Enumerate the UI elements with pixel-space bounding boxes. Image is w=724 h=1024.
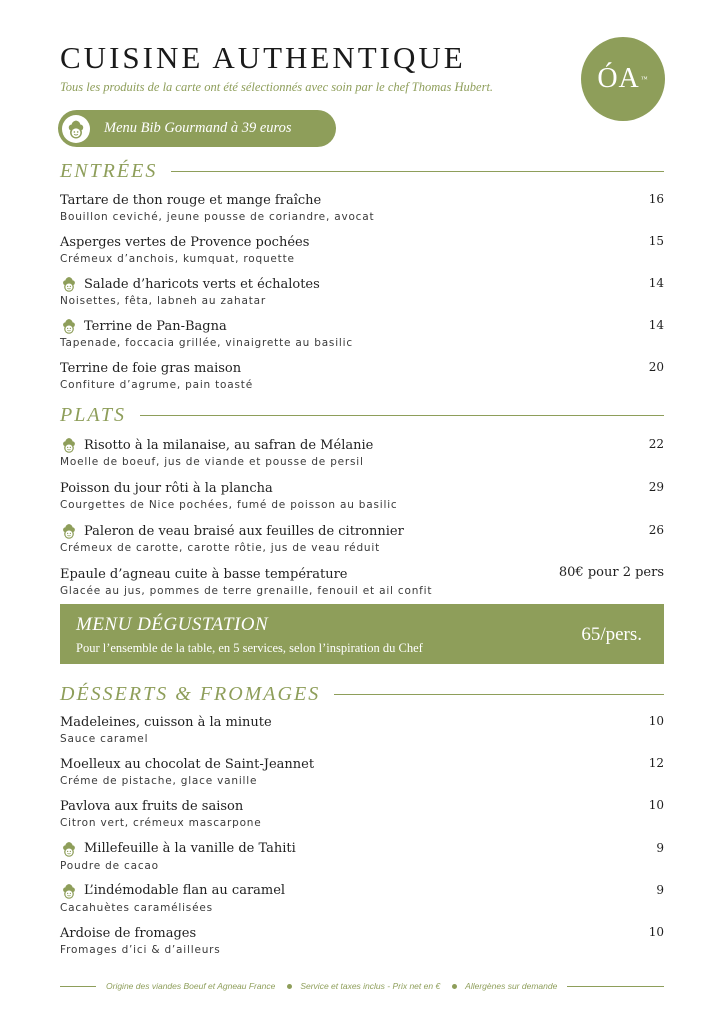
dish-description: Courgettes de Nice pochées, fumé de poisson au basilic bbox=[60, 499, 398, 511]
dish-name: Ardoise de fromages bbox=[60, 925, 197, 941]
divider bbox=[60, 986, 96, 987]
dish-description: Noisettes, fêta, labneh au zahatar bbox=[60, 295, 267, 307]
dish-name: L’indémodable flan au caramel bbox=[84, 883, 286, 899]
dish-name: Tartare de thon rouge et mange fraîche bbox=[60, 192, 322, 208]
divider bbox=[567, 986, 664, 987]
dish-description: Créme de pistache, glace vanille bbox=[60, 775, 258, 788]
dish-price: 14 bbox=[648, 318, 664, 332]
section-header-plats bbox=[60, 404, 664, 427]
page-subtitle: Tous les produits de la carte ont été sélectionnés avec soin par le chef Thomas Hubert. bbox=[60, 80, 494, 94]
menu-item bbox=[60, 316, 664, 349]
dish-name: Risotto à la milanaise, au safran de Mélanie bbox=[84, 437, 374, 453]
dish-description: Cacahuètes caramélisées bbox=[60, 901, 213, 914]
menu-item bbox=[60, 358, 664, 391]
divider bbox=[334, 694, 664, 695]
dish-price: 16 bbox=[648, 192, 664, 206]
menu-item bbox=[60, 839, 664, 872]
degustation-price: 65/pers. bbox=[581, 624, 642, 645]
footer bbox=[60, 979, 664, 993]
bib-gourmand-icon bbox=[60, 275, 78, 293]
logo-text: ÓA bbox=[597, 63, 640, 94]
bullet bbox=[452, 984, 457, 989]
menu-item bbox=[60, 521, 664, 554]
footer-service: Service et taxes inclus - Prix net en € bbox=[300, 981, 441, 991]
menu-item bbox=[60, 190, 664, 223]
restaurant-logo: ÓA ™ bbox=[581, 37, 665, 121]
dish-price: 10 bbox=[648, 798, 664, 813]
degustation-description: Pour l’ensemble de la table, en 5 services, selon l’inspiration du Chef bbox=[76, 641, 423, 655]
menu-item bbox=[60, 712, 664, 745]
section-header-desserts bbox=[60, 683, 664, 706]
menu-item bbox=[60, 881, 664, 914]
degustation-title: MENU DÉGUSTATION bbox=[76, 614, 269, 635]
dish-name: Terrine de Pan-Bagna bbox=[84, 318, 227, 334]
bib-gourmand-icon bbox=[60, 882, 78, 900]
bib-gourmand-icon bbox=[60, 317, 78, 335]
dish-description: Glacée au jus, pommes de terre grenaille, fenouil et ail confit bbox=[60, 585, 433, 597]
bullet bbox=[287, 984, 292, 989]
menu-item bbox=[60, 232, 664, 265]
section-title: PLATS bbox=[60, 404, 126, 426]
dish-name: Moelleux au chocolat de Saint-Jeannet bbox=[60, 756, 315, 772]
menu-item bbox=[60, 274, 664, 307]
divider bbox=[171, 171, 664, 172]
menu-item bbox=[60, 923, 664, 956]
dish-description: Moelle de boeuf, jus de viande et pousse de persil bbox=[60, 456, 364, 468]
dish-price: 20 bbox=[648, 360, 664, 374]
dish-description: Crémeux de carotte, carotte rôtie, jus de veau réduit bbox=[60, 542, 380, 554]
menu-item bbox=[60, 435, 664, 468]
dish-price: 15 bbox=[648, 234, 664, 248]
dish-price: 80€ pour 2 pers bbox=[558, 565, 664, 580]
bib-gourmand-label: Menu Bib Gourmand à 39 euros bbox=[104, 120, 292, 136]
dish-name: Salade d’haricots verts et échalotes bbox=[84, 276, 320, 292]
dish-name: Madeleines, cuisson à la minute bbox=[60, 714, 272, 730]
dish-price: 22 bbox=[648, 437, 664, 451]
dish-price: 29 bbox=[648, 480, 664, 494]
bib-gourmand-icon bbox=[60, 522, 78, 540]
footer-allergens: Allergènes sur demande bbox=[465, 981, 558, 991]
dish-price: 14 bbox=[648, 276, 664, 290]
bib-gourmand-banner bbox=[58, 110, 336, 147]
bib-gourmand-icon bbox=[62, 115, 90, 143]
dish-description: Crémeux d’anchois, kumquat, roquette bbox=[60, 253, 295, 265]
bib-gourmand-icon bbox=[60, 436, 78, 454]
menu-item bbox=[60, 796, 664, 829]
dish-description: Citron vert, crémeux mascarpone bbox=[60, 817, 262, 830]
dish-name: Millefeuille à la vanille de Tahiti bbox=[84, 841, 296, 857]
dish-name: Poisson du jour rôti à la plancha bbox=[60, 480, 273, 496]
page-title: CUISINE AUTHENTIQUE bbox=[60, 40, 466, 75]
bib-gourmand-icon bbox=[60, 840, 78, 858]
dish-description: Fromages d’ici & d’ailleurs bbox=[60, 944, 221, 956]
section-title: ENTRÉES bbox=[60, 160, 158, 182]
dish-price: 9 bbox=[656, 882, 664, 897]
menu-item bbox=[60, 478, 664, 511]
section-title: DÉSSERTS & FROMAGES bbox=[60, 683, 321, 705]
dish-price: 10 bbox=[648, 714, 664, 728]
dish-name: Epaule d’agneau cuite à basse température bbox=[60, 566, 348, 582]
dish-name: Terrine de foie gras maison bbox=[60, 360, 242, 376]
dish-price: 26 bbox=[648, 523, 664, 537]
dish-description: Confiture d’agrume, pain toasté bbox=[60, 379, 253, 391]
dish-price: 12 bbox=[648, 756, 664, 771]
dish-name: Paleron de veau braisé aux feuilles de citronnier bbox=[84, 523, 404, 539]
dish-name: Pavlova aux fruits de saison bbox=[60, 798, 244, 814]
dish-description: Bouillon ceviché, jeune pousse de coriandre, avocat bbox=[60, 211, 375, 223]
section-header-entrees bbox=[60, 160, 664, 183]
dish-description: Poudre de cacao bbox=[60, 859, 159, 872]
menu-degustation-banner bbox=[60, 604, 664, 664]
dish-price: 9 bbox=[656, 840, 664, 855]
dish-description: Sauce caramel bbox=[60, 733, 149, 745]
divider bbox=[140, 415, 664, 416]
menu-item bbox=[60, 754, 664, 787]
dish-description: Tapenade, foccacia grillée, vinaigrette au basilic bbox=[60, 337, 353, 349]
dish-price: 10 bbox=[648, 925, 664, 939]
dish-name: Asperges vertes de Provence pochées bbox=[60, 234, 310, 250]
footer-origin: Origine des viandes Boeuf et Agneau France bbox=[106, 981, 276, 991]
menu-item bbox=[60, 564, 664, 597]
